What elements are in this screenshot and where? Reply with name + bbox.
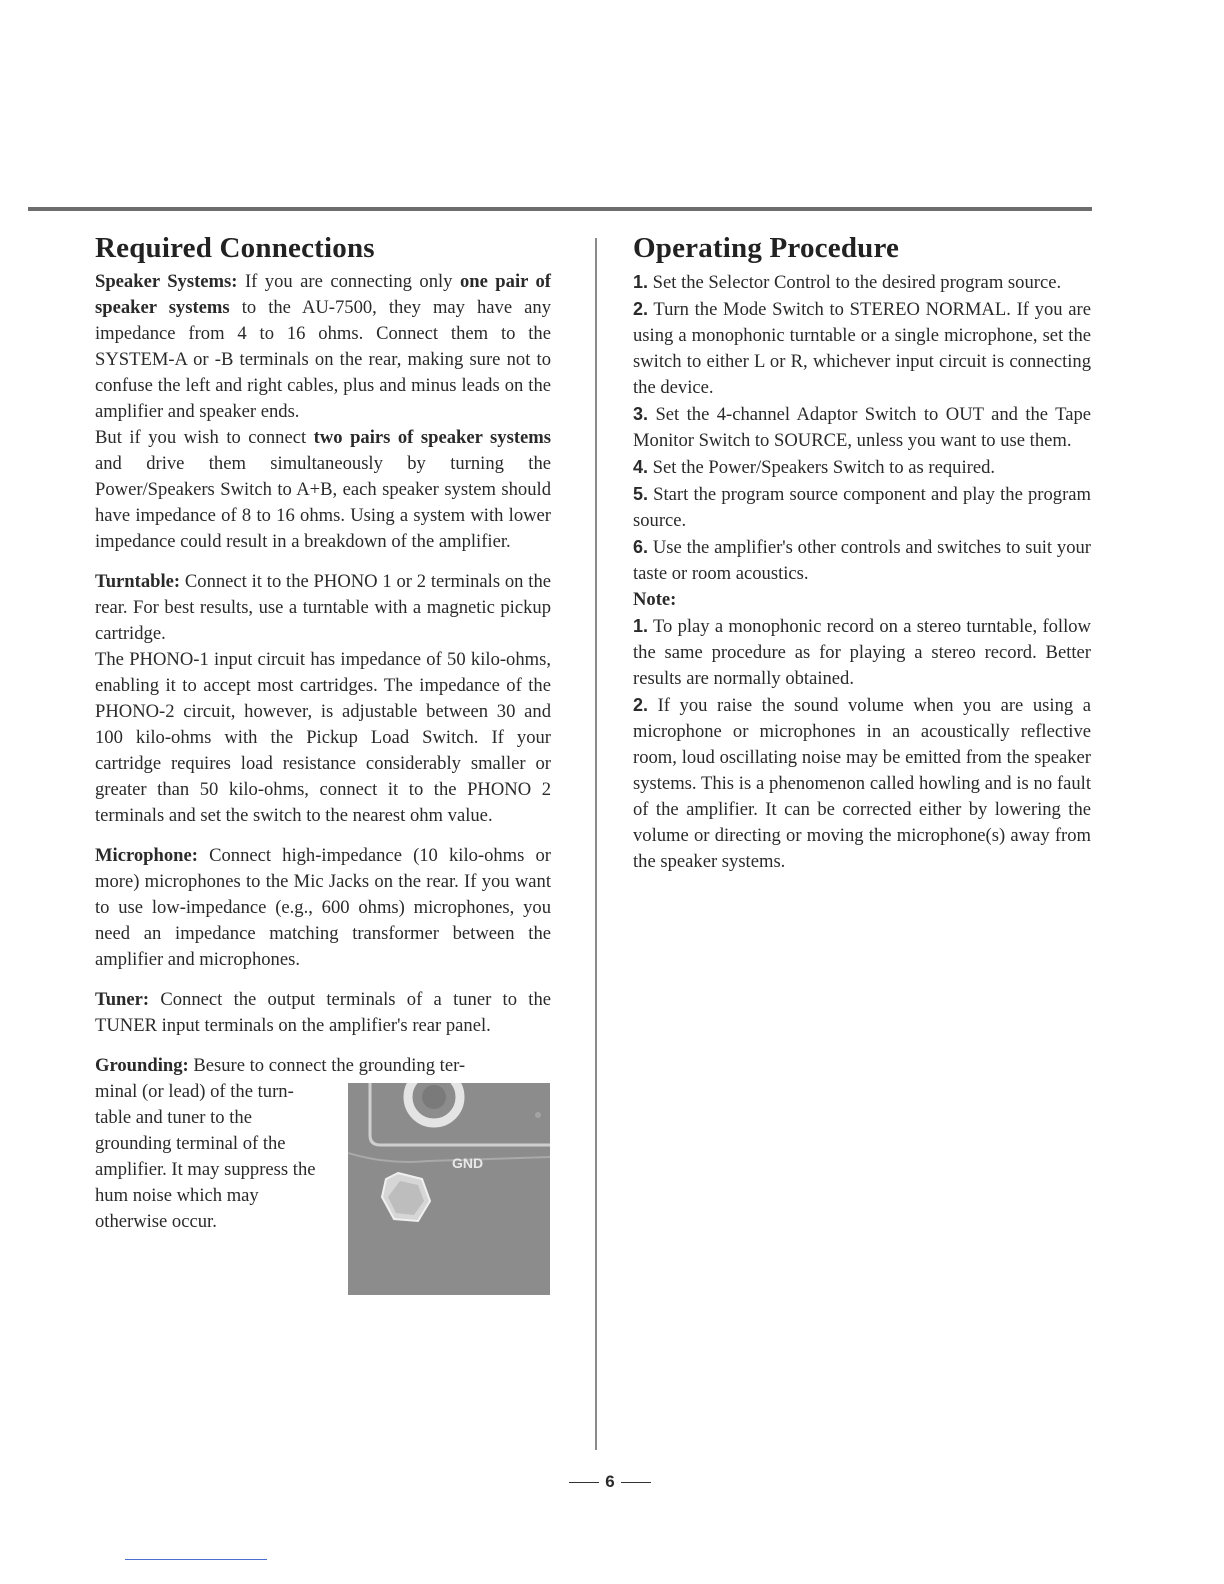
step-3: 3. Set the 4-channel Adaptor Switch to OUT and the Tape Monitor Switch to SOURCE, unless you want to use them.: [633, 404, 1091, 451]
note-1: 1. To play a monophonic record on a stereo turntable, follow the same procedure as for playing a stereo record. Better results are normally obtained.: [633, 616, 1091, 689]
speaker-systems-paragraph: Speaker Systems: If you are connecting only one pair of speaker systems to the AU-7500, they may have any impedance from 4 to 16 ohms. Connect them to the SYSTEM-A or -B terminals on the rear, making sure not to confuse the left and right cables, plus and minus leads on the amplifier and speaker ends.: [95, 271, 552, 422]
required-connections-title: Required Connections: [95, 232, 375, 264]
gnd-terminal-photo: [348, 1083, 550, 1295]
operating-procedure-column: [633, 232, 1091, 875]
required-connections-column: [95, 232, 551, 1235]
footer-dash-right: [621, 1482, 651, 1483]
grounding-label: Grounding:: [95, 1055, 189, 1076]
bottom-underline: [125, 1559, 267, 1560]
note-2: 2. If you raise the sound volume when you are using a microphone or microphones in an acoustically reflective room, loud oscillating noise may be emitted from the speaker systems. This is a phenomenon called howling and is no fault of the amplifier. It can be corrected either by lowering the volume or directing or moving the microphone(s) away from the speaker systems.: [633, 695, 1091, 872]
gnd-label: GND: [452, 1155, 484, 1171]
step-1: 1. Set the Selector Control to the desired program source.: [633, 272, 1062, 293]
turntable-paragraph-2: The PHONO-1 input circuit has impedance of 50 kilo-ohms, enabling it to accept most cartridges. The impedance of the PHONO-2 circuit, however, is adjustable between 30 and 100 kilo-ohms with the Pickup Load Switch. If your cartridge requires load resistance considerably smaller or greater than 50 kilo-ohms, connect it to the PHONO 2 terminals and set the switch to the nearest ohm value.: [95, 649, 551, 826]
tuner-paragraph: Tuner: Connect the output terminals of a tuner to the TUNER input terminals on the amplifier's rear panel.: [95, 989, 551, 1036]
speaker-systems-label: Speaker Systems:: [95, 271, 238, 292]
column-divider: [595, 238, 597, 1450]
note-heading: Note:: [633, 589, 677, 610]
microphone-paragraph: Microphone: Connect high-impedance (10 kilo-ohms or more) microphones to the Mic Jacks on the rear. If you want to use low-impedance (e.g., 600 ohms) microphones, you need an impedance matching transformer between the amplifier and microphones.: [95, 845, 551, 970]
step-5: 5. Start the program source component and play the program source.: [633, 484, 1091, 531]
step-6: 6. Use the amplifier's other controls and switches to suit your taste or room acoustics.: [633, 537, 1091, 584]
turntable-label: Turntable:: [95, 571, 181, 592]
page-number: 6: [560, 1472, 660, 1492]
operating-procedure-title: Operating Procedure: [633, 232, 900, 264]
microphone-label: Microphone:: [95, 845, 198, 866]
grounding-paragraph-2: minal (or lead) of the turn-table and tuner to the grounding terminal of the amplifier. It may suppress the hum noise which may otherwise occur.: [95, 1081, 316, 1232]
gnd-terminal-illustration: [348, 1083, 550, 1295]
grounding-paragraph: Grounding: Besure to connect the grounding ter-: [95, 1055, 466, 1076]
grounding-section: [95, 1053, 551, 1235]
footer-dash-left: [569, 1482, 599, 1483]
step-4: 4. Set the Power/Speakers Switch to as required.: [633, 457, 996, 478]
speaker-systems-paragraph-2: But if you wish to connect two pairs of speaker systems and drive them simultaneously by turning the Power/Speakers Switch to A+B, each speaker system should have impedance of 8 to 16 ohms. Using a system with lower impedance could result in a breakdown of the amplifier.: [95, 427, 551, 552]
step-2: 2. Turn the Mode Switch to STEREO NORMAL. If you are using a monophonic turntable or a single microphone, set the switch to either L or R, whichever input circuit is connecting the device.: [633, 299, 1091, 398]
top-rule: [28, 207, 1092, 211]
tuner-label: Tuner:: [95, 989, 150, 1010]
turntable-paragraph: Turntable: Connect it to the PHONO 1 or 2 terminals on the rear. For best results, use a turntable with a magnetic pickup cartridge.: [95, 571, 551, 644]
